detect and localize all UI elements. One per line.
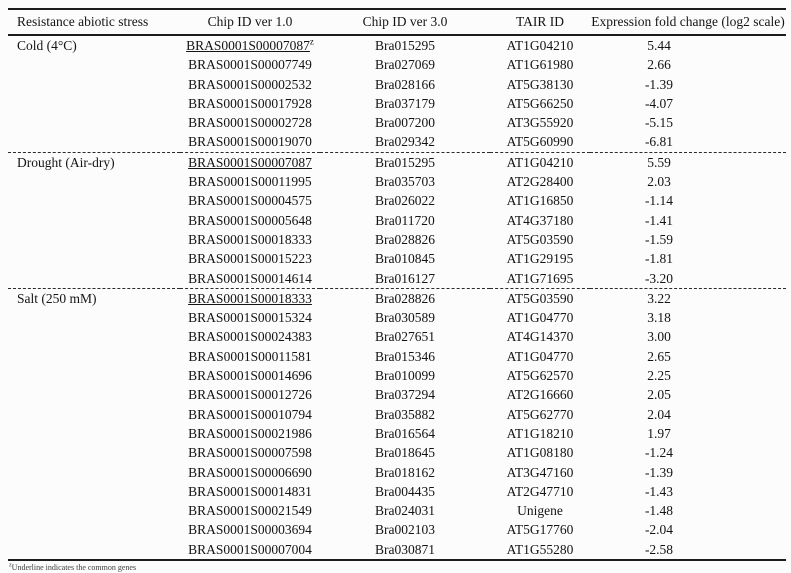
cell-tair-id: AT5G38130	[506, 76, 574, 92]
cell-tair-id: AT1G04210	[490, 152, 590, 172]
cell-fold-change: -1.39	[644, 464, 674, 480]
column-header-tair-id: TAIR ID	[490, 9, 590, 35]
table-row	[8, 385, 786, 404]
cell-chip-id-v3: Bra028826	[375, 231, 435, 247]
cell-chip-id-v3: Bra027069	[375, 57, 435, 73]
cell-chip-id-v3: Bra037294	[375, 387, 435, 403]
cell-tair-id: AT1G08180	[506, 445, 574, 461]
cell-stress	[8, 191, 180, 210]
cell-chip-id-v3: Bra030589	[375, 310, 435, 326]
table-row	[8, 520, 786, 539]
cell-fold-change: 3.22	[590, 288, 786, 308]
cell-fold-change: -6.81	[644, 134, 674, 150]
cell-stress: Drought (Air-dry)	[8, 152, 180, 172]
chip-id-v1-text: BRAS0001S00007087	[188, 154, 312, 170]
cell-stress	[8, 94, 180, 113]
cell-stress	[8, 211, 180, 230]
table-row	[8, 249, 786, 268]
table-row	[8, 55, 786, 74]
chip-id-v1-text: BRAS0001S00014831	[188, 483, 312, 499]
table-row	[8, 463, 786, 482]
cell-stress	[8, 501, 180, 520]
cell-chip-id-v3: Bra007200	[375, 115, 435, 131]
column-header-resistance-abiotic-stress: Resistance abiotic stress	[8, 9, 180, 35]
cell-chip-id-v3: Bra035703	[375, 174, 435, 190]
chip-id-v1-text: BRAS0001S00019070	[188, 134, 312, 150]
cell-chip-id-v3: Bra029342	[375, 134, 435, 150]
cell-tair-id: AT1G16850	[506, 193, 574, 209]
cell-chip-id-v1	[180, 540, 320, 560]
cell-chip-id-v3: Bra028826	[320, 288, 490, 308]
cell-chip-id-v1	[180, 520, 320, 539]
cell-chip-id-v3: Bra015295	[375, 38, 435, 53]
cell-chip-id-v1	[180, 211, 320, 230]
cell-tair-id: AT5G62570	[506, 368, 574, 384]
cell-fold-change: 3.00	[647, 329, 671, 345]
chip-id-v1-text: BRAS0001S00017928	[188, 95, 312, 111]
chip-id-v1-text: BRAS0001S00002532	[188, 76, 312, 92]
cell-tair-id: AT1G04770	[506, 348, 574, 364]
cell-tair-id: AT5G66250	[506, 95, 574, 111]
cell-tair-id: AT1G55280	[506, 541, 574, 557]
cell-fold-change: -1.39	[644, 76, 674, 92]
cell-chip-id-v1	[180, 482, 320, 501]
table-row	[8, 288, 786, 308]
table-row	[8, 35, 786, 55]
table-row	[8, 230, 786, 249]
table-row	[8, 405, 786, 424]
column-header-chip-id-ver-1: Chip ID ver 1.0	[180, 9, 320, 35]
chip-id-v1-text: BRAS0001S00005648	[188, 212, 312, 228]
chip-id-v1-text: BRAS0001S00007004	[188, 541, 312, 557]
cell-fold-change: -1.14	[644, 193, 674, 209]
cell-chip-id-v1	[180, 501, 320, 520]
cell-chip-id-v1	[180, 230, 320, 249]
cell-fold-change: 2.05	[647, 387, 671, 403]
cell-stress	[8, 269, 180, 289]
chip-id-v1-text: BRAS0001S00007087	[186, 38, 310, 53]
table-row	[8, 152, 786, 172]
table-row	[8, 327, 786, 346]
cell-stress	[8, 132, 180, 152]
cell-chip-id-v1	[180, 308, 320, 327]
chip-id-v1-text: BRAS0001S00018333	[188, 231, 312, 247]
cell-chip-id-v1	[180, 35, 320, 55]
cell-fold-change: -1.81	[644, 251, 674, 267]
cell-tair-id: AT1G71695	[506, 270, 574, 286]
cell-stress	[8, 327, 180, 346]
cell-chip-id-v1	[180, 249, 320, 268]
table-row	[8, 172, 786, 191]
cell-fold-change: 2.65	[647, 348, 671, 364]
cell-chip-id-v1	[180, 366, 320, 385]
column-header-expression-fold-change: Expression fold change (log2 scale)	[590, 9, 786, 35]
cell-stress	[8, 482, 180, 501]
chip-id-v1-text: BRAS0001S00018333	[188, 290, 312, 306]
cell-tair-id: AT1G04210	[506, 38, 574, 53]
cell-tair-id: AT1G04770	[506, 310, 574, 326]
table-row	[8, 269, 786, 289]
chip-id-v1-text: BRAS0001S00011581	[188, 348, 312, 364]
cell-stress	[8, 405, 180, 424]
cell-chip-id-v1	[180, 94, 320, 113]
cell-chip-id-v1	[180, 75, 320, 94]
cell-tair-id: AT3G47160	[506, 464, 574, 480]
cell-stress	[8, 443, 180, 462]
table-row	[8, 94, 786, 113]
chip-id-superscript: z	[309, 36, 314, 47]
footnote-superscript: z	[9, 562, 12, 569]
table-row	[8, 366, 786, 385]
cell-chip-id-v3: Bra018162	[375, 464, 435, 480]
table-row	[8, 501, 786, 520]
table-header	[8, 9, 786, 35]
cell-fold-change: -1.41	[644, 212, 674, 228]
cell-chip-id-v1	[180, 132, 320, 152]
cell-stress	[8, 172, 180, 191]
cell-fold-change: -3.20	[644, 270, 674, 286]
table-row	[8, 540, 786, 560]
chip-id-v1-text: BRAS0001S00006690	[188, 464, 312, 480]
chip-id-v1-text: BRAS0001S00014614	[188, 270, 312, 286]
chip-id-v1-text: BRAS0001S00003694	[188, 522, 312, 538]
table-row	[8, 191, 786, 210]
cell-fold-change: -2.58	[644, 541, 674, 557]
cell-tair-id: AT1G18210	[506, 425, 574, 441]
chip-id-v1-text: BRAS0001S00021986	[188, 425, 312, 441]
cell-stress	[8, 55, 180, 74]
cell-chip-id-v1	[180, 463, 320, 482]
cell-tair-id: AT2G16660	[506, 387, 574, 403]
cell-fold-change: 2.04	[647, 406, 671, 422]
cell-fold-change: 2.03	[647, 174, 671, 190]
chip-id-v1-text: BRAS0001S00024383	[188, 329, 312, 345]
table-body	[8, 35, 786, 560]
cell-fold-change: 5.44	[647, 38, 671, 53]
cell-chip-id-v1	[180, 288, 320, 308]
cell-chip-id-v1	[180, 269, 320, 289]
cell-stress	[8, 366, 180, 385]
cell-chip-id-v3: Bra016564	[375, 425, 435, 441]
table-row	[8, 424, 786, 443]
cell-chip-id-v3: Bra027651	[375, 329, 435, 345]
cell-chip-id-v1	[180, 55, 320, 74]
cell-fold-change: -1.59	[644, 231, 674, 247]
cell-chip-id-v1	[180, 443, 320, 462]
cell-chip-id-v1	[180, 424, 320, 443]
cell-chip-id-v3: Bra010845	[375, 251, 435, 267]
cell-stress	[8, 347, 180, 366]
chip-id-v1-text: BRAS0001S00011995	[188, 174, 312, 190]
cell-fold-change: -5.15	[644, 115, 674, 131]
cell-stress	[8, 113, 180, 132]
cell-chip-id-v3: Bra010099	[375, 368, 435, 384]
cell-chip-id-v1	[180, 327, 320, 346]
chip-id-v1-text: BRAS0001S00004575	[188, 193, 312, 209]
chip-id-v1-text: BRAS0001S00014696	[188, 368, 312, 384]
cell-stress	[8, 308, 180, 327]
cell-chip-id-v3: Bra030871	[375, 541, 435, 557]
cell-stress	[8, 424, 180, 443]
cell-chip-id-v1	[180, 152, 320, 172]
cell-fold-change: 2.66	[647, 57, 671, 73]
cell-stress	[8, 463, 180, 482]
cell-chip-id-v1	[180, 405, 320, 424]
table-row	[8, 308, 786, 327]
chip-id-v1-text: BRAS0001S00012726	[188, 387, 312, 403]
cell-chip-id-v1	[180, 347, 320, 366]
cell-chip-id-v1	[180, 385, 320, 404]
cell-fold-change: -1.48	[644, 503, 674, 519]
cell-stress	[8, 540, 180, 560]
cell-tair-id: AT1G29195	[506, 251, 574, 267]
table-row	[8, 211, 786, 230]
cell-tair-id: AT5G60990	[506, 134, 574, 150]
cell-tair-id: AT5G62770	[506, 406, 574, 422]
table-row	[8, 113, 786, 132]
table-row	[8, 482, 786, 501]
cell-chip-id-v3: Bra028166	[375, 76, 435, 92]
cell-tair-id: AT5G03590	[506, 231, 574, 247]
cell-chip-id-v3: Bra026022	[375, 193, 435, 209]
cell-fold-change: -4.07	[644, 95, 674, 111]
cell-stress: Salt (250 mM)	[8, 288, 180, 308]
header-row	[8, 9, 786, 35]
document-page	[8, 8, 786, 573]
cell-stress	[8, 520, 180, 539]
cell-fold-change: -2.04	[644, 522, 674, 538]
footnote-text: Underline indicates the common genes	[11, 563, 137, 573]
table-row	[8, 443, 786, 462]
cell-chip-id-v1	[180, 191, 320, 210]
table-row	[8, 75, 786, 94]
cell-tair-id: AT4G37180	[506, 212, 574, 228]
cell-chip-id-v3: Bra004435	[375, 483, 435, 499]
cell-stress	[8, 385, 180, 404]
cell-chip-id-v3: Bra035882	[375, 406, 435, 422]
cell-chip-id-v3: Bra011720	[375, 212, 435, 228]
chip-id-v1-text: BRAS0001S00010794	[188, 406, 312, 422]
chip-id-v1-text: BRAS0001S00002728	[188, 115, 312, 131]
cell-chip-id-v3: Bra018645	[375, 445, 435, 461]
cell-stress: Cold (4°C)	[17, 38, 77, 53]
cell-stress	[8, 249, 180, 268]
cell-tair-id: AT5G17760	[506, 522, 574, 538]
cell-tair-id: AT2G47710	[506, 483, 574, 499]
cell-fold-change: 3.18	[647, 310, 671, 326]
chip-id-v1-text: BRAS0001S00015223	[188, 251, 312, 267]
cell-chip-id-v1	[180, 172, 320, 191]
cell-fold-change: 1.97	[647, 425, 671, 441]
cell-tair-id: AT2G28400	[506, 174, 574, 190]
cell-fold-change: 5.59	[590, 152, 786, 172]
table-row	[8, 132, 786, 152]
chip-id-v1-text: BRAS0001S00015324	[188, 310, 312, 326]
cell-chip-id-v3: Bra024031	[375, 503, 435, 519]
cell-fold-change: -1.43	[644, 483, 674, 499]
cell-tair-id: Unigene	[517, 503, 563, 519]
cell-chip-id-v1	[180, 113, 320, 132]
cell-chip-id-v3: Bra015346	[375, 348, 435, 364]
column-header-chip-id-ver-3: Chip ID ver 3.0	[320, 9, 490, 35]
cell-chip-id-v3: Bra016127	[375, 270, 435, 286]
cell-stress	[8, 75, 180, 94]
cell-tair-id: AT3G55920	[506, 115, 574, 131]
expression-table	[8, 8, 786, 561]
table-row	[8, 347, 786, 366]
cell-fold-change: 2.25	[647, 368, 671, 384]
cell-tair-id: AT1G61980	[506, 57, 574, 73]
chip-id-v1-text: BRAS0001S00007598	[188, 445, 312, 461]
cell-tair-id: AT4G14370	[506, 329, 574, 345]
cell-chip-id-v3: Bra015295	[320, 152, 490, 172]
cell-chip-id-v3: Bra002103	[375, 522, 435, 538]
cell-chip-id-v3: Bra037179	[375, 95, 435, 111]
chip-id-v1-text: BRAS0001S00021549	[188, 503, 312, 519]
chip-id-v1-text: BRAS0001S00007749	[188, 57, 312, 73]
cell-stress	[8, 230, 180, 249]
cell-fold-change: -1.24	[644, 445, 674, 461]
cell-tair-id: AT5G03590	[490, 288, 590, 308]
